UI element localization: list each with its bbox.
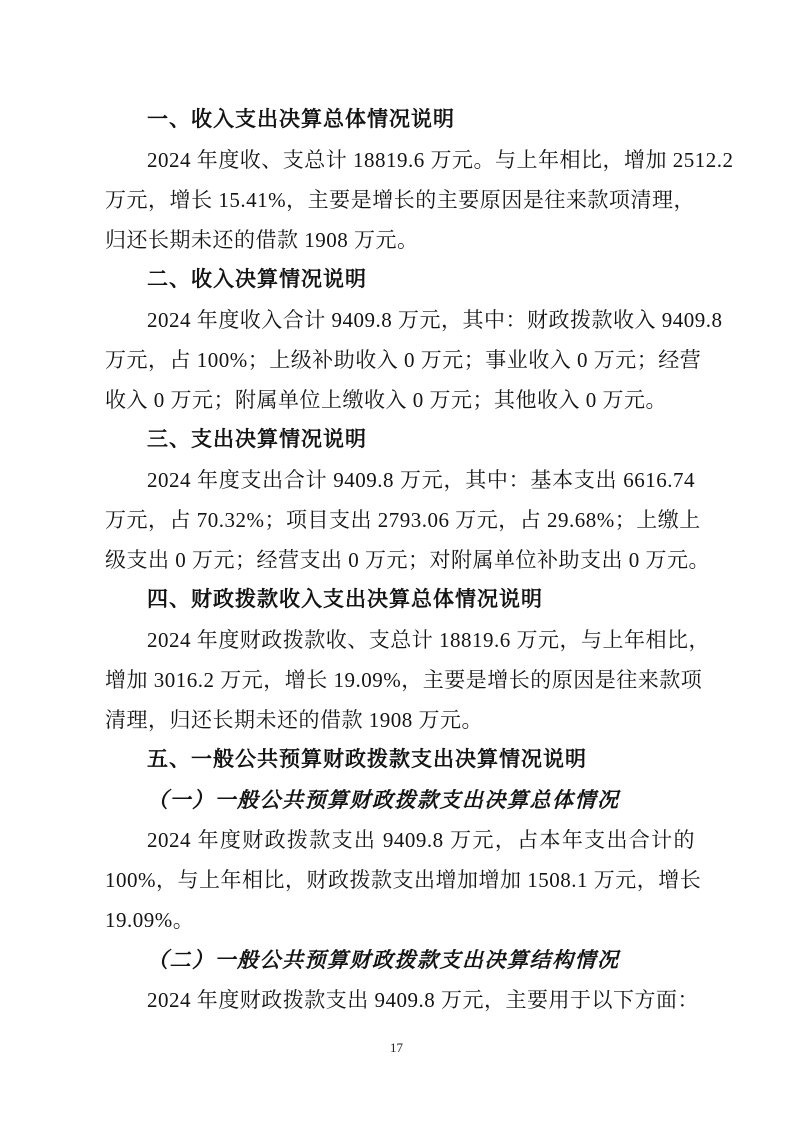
- paragraph-line: 清理，归还长期未还的借款 1908 万元。: [105, 708, 483, 732]
- paragraph-line: 2024 年度财政拨款支出 9409.8 万元，主要用于以下方面：: [147, 988, 699, 1012]
- paragraph-line: 2024 年度支出合计 9409.8 万元，其中：基本支出 6616.74: [147, 468, 695, 492]
- paragraph-line: 万元，增长 15.41%，主要是增长的主要原因是往来款项清理，: [105, 188, 695, 212]
- paragraph-line: 2024 年度收、支总计 18819.6 万元。与上年相比，增加 2512.2: [147, 148, 734, 172]
- section-heading: 三、支出决算情况说明: [147, 428, 367, 451]
- paragraph-line: 100%，与上年相比，财政拨款支出增加增加 1508.1 万元，增长: [105, 868, 702, 892]
- paragraph-line: 2024 年度财政拨款收、支总计 18819.6 万元，与上年相比，: [147, 628, 710, 652]
- section-heading: 四、财政拨款收入支出决算总体情况说明: [147, 588, 543, 611]
- subsection-heading: （二）一般公共预算财政拨款支出决算结构情况: [147, 948, 620, 972]
- paragraph-line: 2024 年度财政拨款支出 9409.8 万元，占本年支出合计的: [147, 828, 695, 852]
- paragraph-line: 级支出 0 万元；经营支出 0 万元；对附属单位补助支出 0 万元。: [105, 548, 710, 572]
- document-body: [105, 100, 734, 1020]
- paragraph-line: 2024 年度收入合计 9409.8 万元，其中：财政拨款收入 9409.8: [147, 308, 723, 332]
- subsection-heading: （一）一般公共预算财政拨款支出决算总体情况: [147, 788, 620, 812]
- section-heading: 二、收入决算情况说明: [147, 268, 367, 291]
- paragraph-line: 万元，占 70.32%；项目支出 2793.06 万元，占 29.68%；上缴上: [105, 508, 701, 532]
- section-heading: 一、收入支出决算总体情况说明: [147, 108, 455, 131]
- paragraph-line: 增加 3016.2 万元，增长 19.09%，主要是增长的原因是往来款项: [105, 668, 703, 692]
- paragraph-line: 万元，占 100%；上级补助收入 0 万元；事业收入 0 万元；经营: [105, 348, 702, 372]
- paragraph-line: 收入 0 万元；附属单位上缴收入 0 万元；其他收入 0 万元。: [105, 388, 667, 412]
- page-number: 17: [390, 1040, 403, 1055]
- paragraph-line: 19.09%。: [105, 908, 195, 932]
- section-heading: 五、一般公共预算财政拨款支出决算情况说明: [147, 748, 587, 771]
- paragraph-line: 归还长期未还的借款 1908 万元。: [105, 228, 419, 252]
